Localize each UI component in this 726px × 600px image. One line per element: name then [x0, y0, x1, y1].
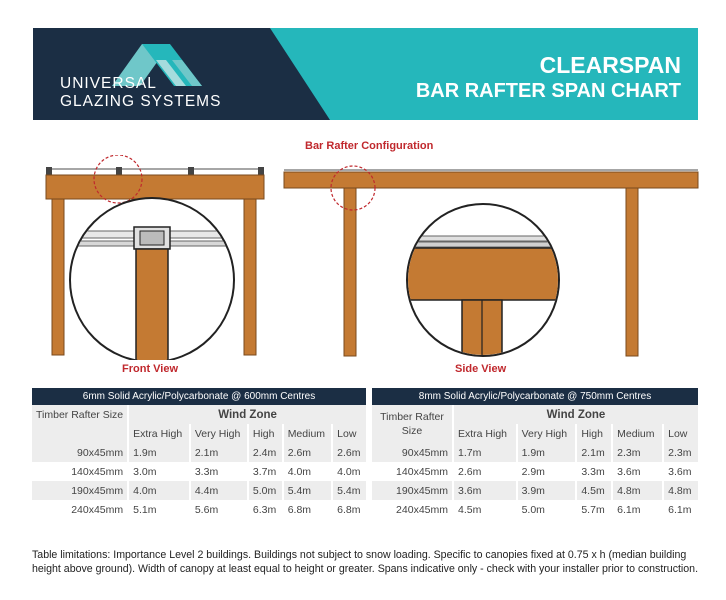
table-title: 8mm Solid Acrylic/Polycarbonate @ 750mm Centres — [372, 388, 698, 405]
span-value: 2.9m — [518, 462, 576, 481]
span-value: 2.6m — [454, 462, 516, 481]
span-value: 2.3m — [664, 443, 698, 462]
row-size: 240x45mm — [372, 500, 452, 519]
size-header-line1: Timber Rafter — [380, 411, 444, 423]
span-value: 2.1m — [577, 443, 611, 462]
table-row — [372, 443, 698, 462]
col-header: Low — [664, 424, 698, 443]
span-value: 3.6m — [664, 462, 698, 481]
span-value: 5.4m — [333, 481, 366, 500]
span-value: 3.6m — [613, 462, 662, 481]
table-row — [372, 481, 698, 500]
col-header: Low — [333, 424, 366, 443]
span-value: 6.1m — [664, 500, 698, 519]
span-value: 5.6m — [191, 500, 247, 519]
front-view-diagram — [30, 155, 275, 360]
page-title: CLEARSPAN — [539, 52, 681, 78]
span-value: 4.0m — [333, 462, 366, 481]
span-value: 2.1m — [191, 443, 247, 462]
config-label: Bar Rafter Configuration — [305, 140, 434, 152]
row-size: 240x45mm — [32, 500, 127, 519]
col-header: Extra High — [129, 424, 189, 443]
span-value: 3.3m — [191, 462, 247, 481]
span-value: 2.4m — [249, 443, 282, 462]
span-value: 4.0m — [129, 481, 189, 500]
table-row — [32, 500, 366, 519]
span-value: 4.5m — [577, 481, 611, 500]
span-value: 2.6m — [284, 443, 331, 462]
side-view-diagram — [280, 160, 700, 360]
span-value: 4.0m — [284, 462, 331, 481]
span-value: 1.9m — [518, 443, 576, 462]
span-value: 4.8m — [664, 481, 698, 500]
span-table-8mm — [372, 388, 698, 519]
size-header-line2: Size — [401, 425, 423, 437]
size-header: Timber Rafter Size — [32, 405, 127, 424]
span-value: 3.0m — [129, 462, 189, 481]
row-size: 90x45mm — [32, 443, 127, 462]
span-value: 4.4m — [191, 481, 247, 500]
span-value: 4.5m — [454, 500, 516, 519]
table-row — [32, 462, 366, 481]
table-title: 6mm Solid Acrylic/Polycarbonate @ 600mm Centres — [32, 388, 366, 405]
span-value: 6.1m — [613, 500, 662, 519]
span-value: 5.4m — [284, 481, 331, 500]
span-value: 5.0m — [249, 481, 282, 500]
span-value: 4.8m — [613, 481, 662, 500]
col-header: Medium — [284, 424, 331, 443]
row-size: 190x45mm — [372, 481, 452, 500]
span-value: 1.9m — [129, 443, 189, 462]
span-value: 5.0m — [518, 500, 576, 519]
span-value: 3.7m — [249, 462, 282, 481]
table-row — [372, 500, 698, 519]
col-header: Extra High — [454, 424, 516, 443]
col-header: Very High — [518, 424, 576, 443]
front-view-label: Front View — [122, 363, 179, 375]
col-header: High — [249, 424, 282, 443]
side-view-label: Side View — [455, 363, 507, 375]
span-value: 6.8m — [284, 500, 331, 519]
table-row — [32, 443, 366, 462]
span-value: 5.1m — [129, 500, 189, 519]
col-header: High — [577, 424, 611, 443]
span-value: 6.3m — [249, 500, 282, 519]
span-value: 2.6m — [333, 443, 366, 462]
col-header: Very High — [191, 424, 247, 443]
logo-text-line1: UNIVERSAL — [60, 75, 157, 92]
page-subtitle: BAR RAFTER SPAN CHART — [415, 80, 681, 102]
table-row — [372, 462, 698, 481]
size-header — [372, 405, 452, 443]
span-value: 2.3m — [613, 443, 662, 462]
table-limitations-note: Table limitations: Importance Level 2 buildings. Buildings not subject to snow loading. Specific to canopies fixed at 0.75 x h (median building height above ground). Width of canopy at least equal to height or greater. Spans indicative only - check with your installer prior to construction. — [32, 549, 699, 575]
table-row — [32, 481, 366, 500]
span-value: 6.8m — [333, 500, 366, 519]
wind-zone-header: Wind Zone — [454, 405, 698, 424]
span-value: 3.3m — [577, 462, 611, 481]
span-value: 3.9m — [518, 481, 576, 500]
span-value: 3.6m — [454, 481, 516, 500]
row-size: 140x45mm — [372, 462, 452, 481]
col-header: Medium — [613, 424, 662, 443]
logo-text-line2: GLAZING SYSTEMS — [60, 93, 222, 110]
row-size: 140x45mm — [32, 462, 127, 481]
span-value: 5.7m — [577, 500, 611, 519]
wind-zone-header: Wind Zone — [129, 405, 366, 424]
row-size: 190x45mm — [32, 481, 127, 500]
row-size: 90x45mm — [372, 443, 452, 462]
span-table-6mm — [32, 388, 366, 519]
span-value: 1.7m — [454, 443, 516, 462]
